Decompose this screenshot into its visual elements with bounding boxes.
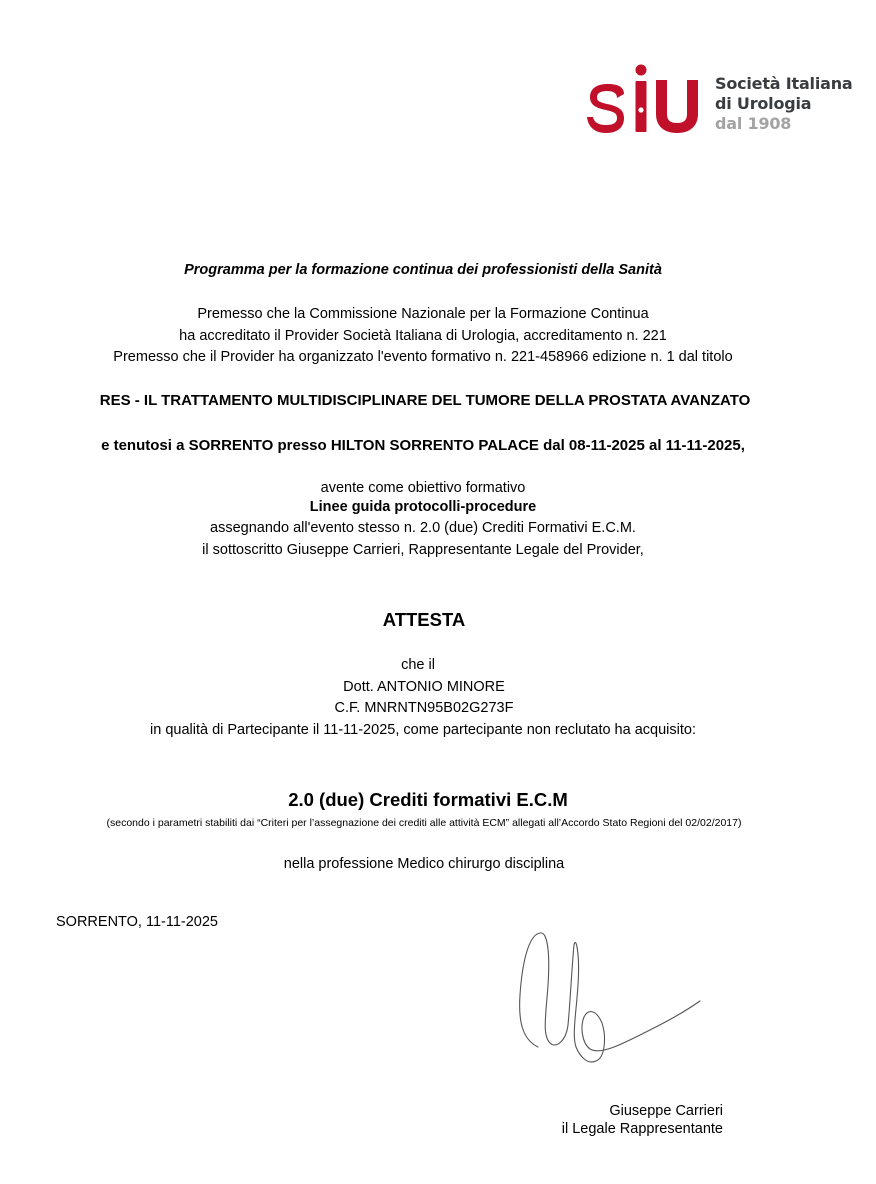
credits-assigned: assegnando all'evento stesso n. 2.0 (due) Crediti Formativi E.C.M. bbox=[210, 520, 636, 536]
siu-logo-mark bbox=[586, 64, 702, 136]
objective-name: Linee guida protocolli-procedure bbox=[309, 499, 537, 515]
logo-name-line1: Società Italiana bbox=[715, 74, 853, 93]
signer-title: il Legale Rappresentante bbox=[561, 1121, 723, 1137]
logo-i-stem bbox=[636, 81, 647, 132]
credits-headline: 2.0 (due) Crediti formativi E.C.M bbox=[288, 789, 568, 810]
program-title: Programma per la formazione continua dei professionisti della Sanità bbox=[184, 262, 662, 278]
logo-since: dal 1908 bbox=[715, 114, 792, 133]
signer-block bbox=[562, 1102, 723, 1138]
event-location-dates: e tenutosi a SORRENTO presso HILTON SORRENTO PALACE dal 08-11-2025 al 11-11-2025, bbox=[101, 437, 745, 454]
logo-i-dot bbox=[636, 65, 647, 76]
participant-role-line: in qualità di Partecipante il 11-11-2025, come partecipante non reclutato ha acquisito: bbox=[150, 722, 696, 738]
event-title: RES - IL TRATTAMENTO MULTIDISCIPLINARE DEL TUMORE DELLA PROSTATA AVANZATO bbox=[99, 392, 751, 409]
profession-line: nella professione Medico chirurgo disciplina bbox=[283, 856, 565, 872]
premise-line-2: ha accreditato il Provider Società Italiana di Urologia, accreditamento n. 221 bbox=[179, 328, 667, 344]
logo-letter-u bbox=[656, 80, 698, 133]
premise-line-1: Premesso che la Commissione Nazionale per la Formazione Continua bbox=[197, 306, 649, 322]
signature-stroke bbox=[520, 933, 700, 1062]
objective-intro: avente come obiettivo formativo bbox=[320, 480, 526, 496]
logo-letter-s bbox=[587, 84, 624, 133]
logo-name-line2: di Urologia bbox=[715, 94, 812, 113]
siu-logo bbox=[586, 64, 856, 140]
attestation-intro: che il bbox=[401, 657, 435, 673]
signatory-line: il sottoscritto Giuseppe Carrieri, Rappresentante Legale del Provider, bbox=[202, 542, 644, 558]
handwritten-signature bbox=[510, 925, 710, 1075]
fiscal-code: C.F. MNRNTN95B02G273F bbox=[334, 700, 514, 716]
logo-text bbox=[715, 74, 853, 134]
signer-name: Giuseppe Carrieri bbox=[609, 1103, 723, 1119]
participant-name: Dott. ANTONIO MINORE bbox=[343, 679, 505, 695]
attesta-heading: ATTESTA bbox=[382, 609, 466, 630]
credits-note: (secondo i parametri stabiliti dai “Criteri per l’assegnazione dei crediti alle attività ECM” allegati all’Accordo Stato Regioni del 02/02/2017) bbox=[106, 817, 742, 829]
premise-line-3: Premesso che il Provider ha organizzato l'evento formativo n. 221-458966 edizione n. 1 dal titolo bbox=[113, 349, 733, 365]
place-date: SORRENTO, 11-11-2025 bbox=[56, 914, 218, 930]
